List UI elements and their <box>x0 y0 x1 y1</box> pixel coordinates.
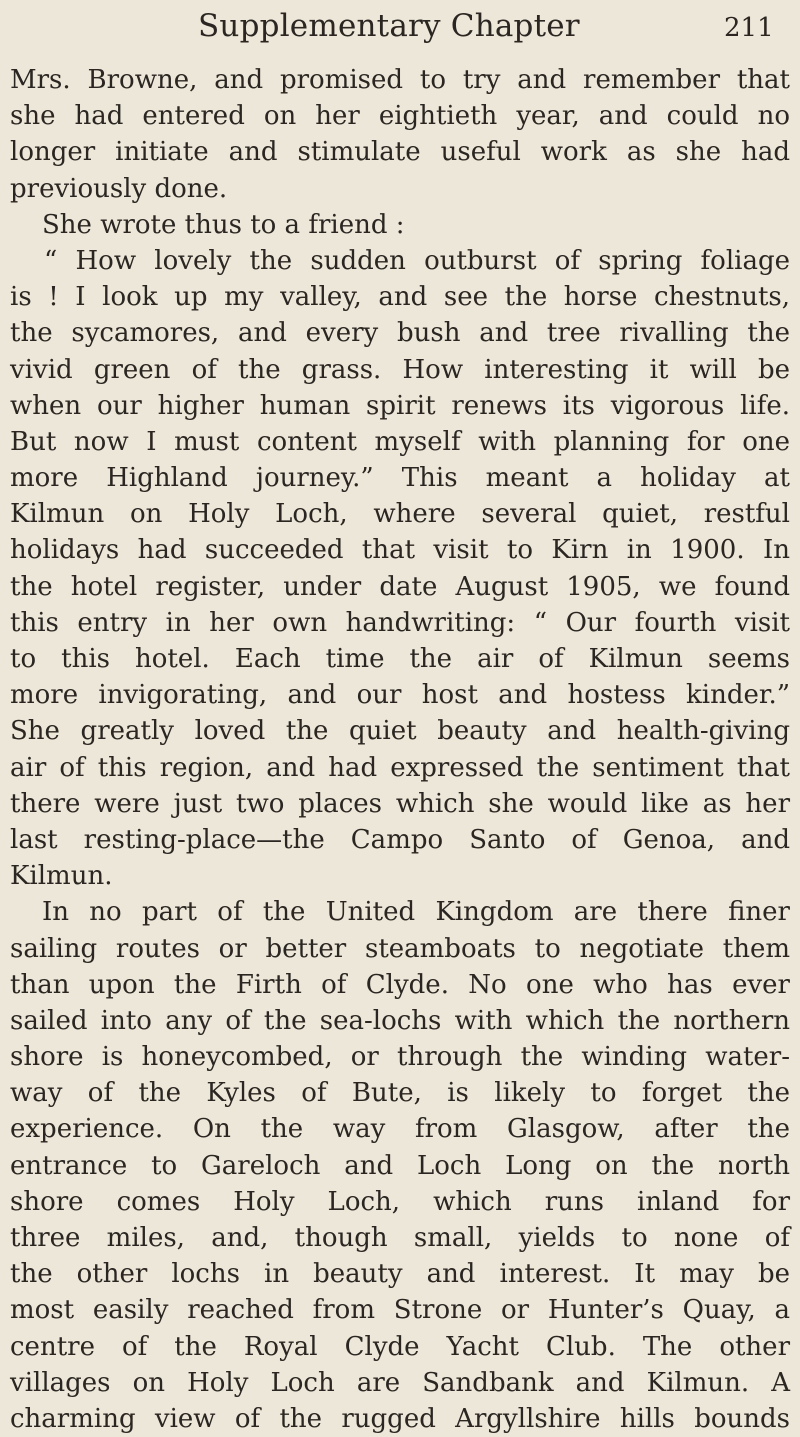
running-head <box>0 6 800 50</box>
text-line: when our higher human spirit renews its vigorous life. <box>10 390 790 421</box>
text-line: three miles, and, though small, yields to none of <box>10 1223 790 1253</box>
text-line: Kilmun on Holy Loch, where several quiet, restful <box>10 499 790 530</box>
text-line: shore is honeycombed, or through the winding water- <box>10 1042 790 1073</box>
text-line: air of this region, and had expressed the sentiment that <box>10 752 790 783</box>
body-text <box>10 62 790 1437</box>
text-line: She greatly loved the quiet beauty and health-giving <box>10 716 790 747</box>
text-line: the sycamores, and every bush and tree rivalling the <box>10 318 790 349</box>
text-line: But now I must content myself with planning for one <box>10 426 790 457</box>
page-number: 211 <box>724 13 774 43</box>
text-line: Kilmun. <box>10 861 113 892</box>
text-line: experience. On the way from Glasgow, after the <box>10 1114 790 1145</box>
text-line: vivid green of the grass. How interesting it will be <box>10 354 790 385</box>
running-title: Supplementary Chapter <box>198 8 580 44</box>
text-line: than upon the Firth of Clyde. No one who has ever <box>10 969 790 1000</box>
text-line: more Highland journey.” This meant a holiday at <box>10 463 790 494</box>
text-line: charming view of the rugged Argyllshire hills bounds <box>10 1403 790 1434</box>
text-line: shore comes Holy Loch, which runs inland for <box>10 1186 790 1217</box>
text-line: this entry in her own handwriting: “ Our fourth visit <box>10 607 790 638</box>
text-line: sailed into any of the sea-lochs with which the northern <box>10 1005 790 1036</box>
text-line: the other lochs in beauty and interest. It may be <box>10 1259 790 1290</box>
text-line: last resting-place—the Campo Santo of Genoa, and <box>10 824 790 855</box>
text-line: Mrs. Browne, and promised to try and remember that <box>10 65 790 95</box>
text-line: She wrote thus to a friend : <box>42 209 405 240</box>
text-line: most easily reached from Strone or Hunter’s Quay, a <box>10 1295 790 1326</box>
text-line: entrance to Gareloch and Loch Long on the north <box>10 1150 790 1181</box>
text-line: sailing routes or better steamboats to negotiate them <box>10 933 790 964</box>
text-line: “ How lovely the sudden outburst of spring foliage <box>44 245 790 276</box>
text-line: she had entered on her eightieth year, and could no <box>10 101 790 132</box>
text-line: is ! I look up my valley, and see the horse chestnuts, <box>10 282 790 313</box>
text-line: way of the Kyles of Bute, is likely to forget the <box>10 1078 790 1109</box>
text-line: more invigorating, and our host and hostess kinder.” <box>10 680 790 711</box>
text-line: villages on Holy Loch are Sandbank and Kilmun. A <box>10 1367 790 1398</box>
text-line: centre of the Royal Clyde Yacht Club. The other <box>10 1331 790 1362</box>
text-line: holidays had succeeded that visit to Kirn in 1900. In <box>10 535 790 566</box>
text-line: previously done. <box>10 173 228 204</box>
text-line: longer initiate and stimulate useful work as she had <box>10 137 790 168</box>
text-line: In no part of the United Kingdom are there finer <box>42 897 790 928</box>
text-line: there were just two places which she would like as her <box>10 788 790 819</box>
text-line: to this hotel. Each time the air of Kilmun seems <box>10 644 790 674</box>
text-line: the hotel register, under date August 1905, we found <box>10 571 790 602</box>
